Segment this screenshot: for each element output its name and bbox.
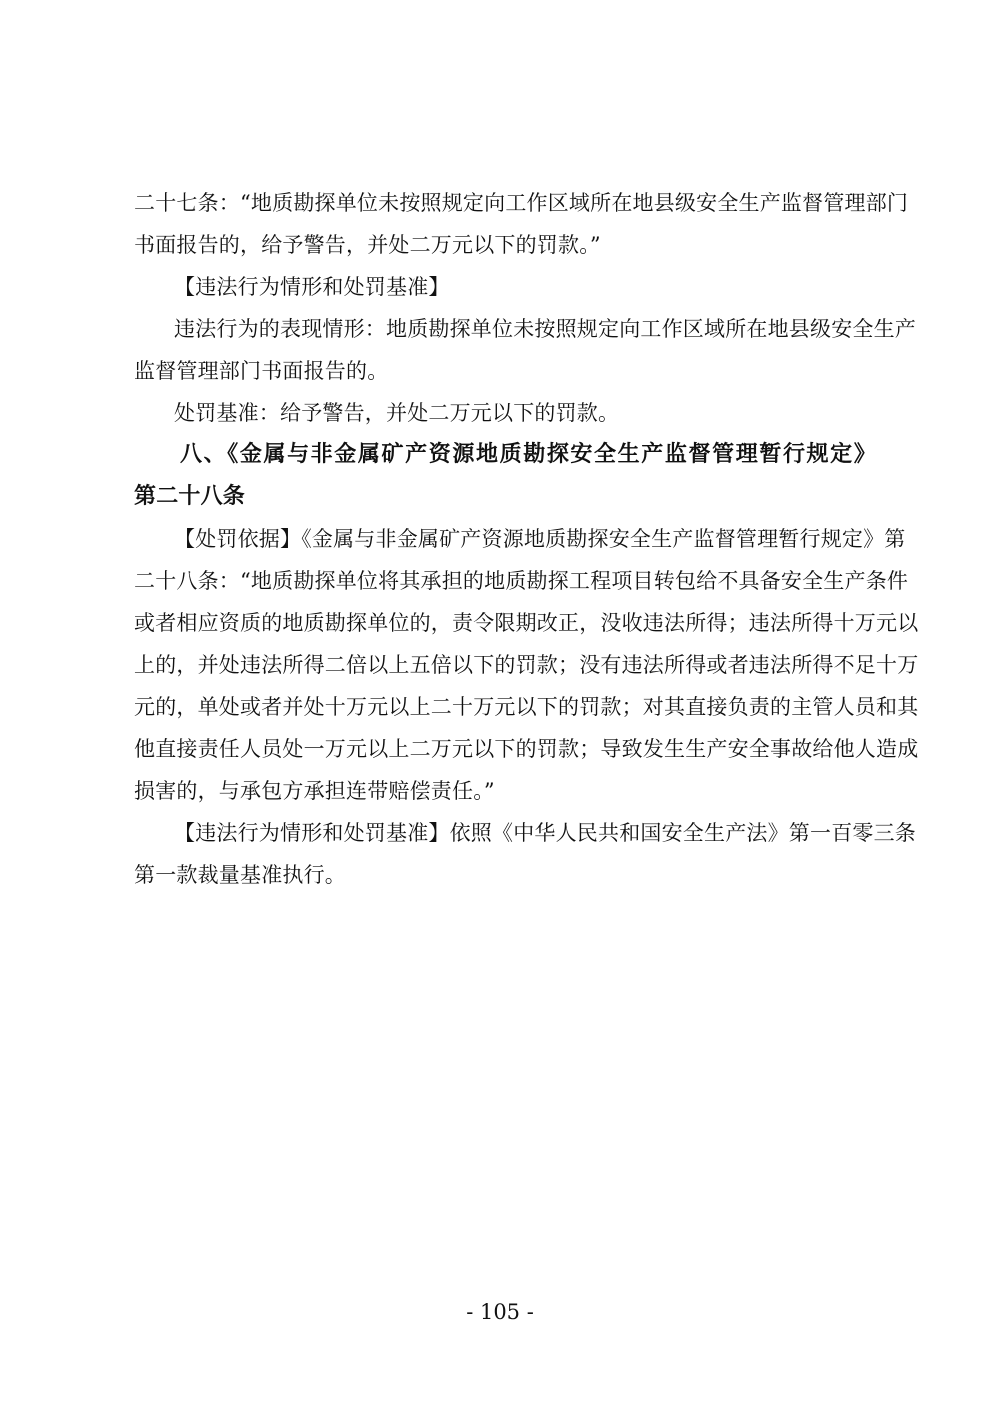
text-line: 二十七条：“地质勘探单位未按照规定向工作区域所在地县级安全生产监督管理部门 xyxy=(134,191,909,215)
text-line: 二十八条：“地质勘探单位将其承担的地质勘探工程项目转包给不具备安全生产条件 xyxy=(134,569,909,593)
section-heading: 八、《金属与非金属矿产资源地质勘探安全生产监督管理暂行规定》 xyxy=(180,442,876,467)
text-line: 违法行为的表现情形：地质勘探单位未按照规定向工作区域所在地县级安全生产 xyxy=(174,317,916,341)
text-line: 上的，并处违法所得二倍以上五倍以下的罚款；没有违法所得或者违法所得不足十万 xyxy=(134,653,919,677)
text-line: 或者相应资质的地质勘探单位的，责令限期改正，没收违法所得；违法所得十万元以 xyxy=(134,611,919,635)
text-line: 【处罚依据】《金属与非金属矿产资源地质勘探安全生产监督管理暂行规定》第 xyxy=(174,527,906,551)
text-line: 处罚基准：给予警告，并处二万元以下的罚款。 xyxy=(174,401,620,425)
text-line: 书面报告的，给予警告，并处二万元以下的罚款。” xyxy=(134,233,601,257)
text-line: 他直接责任人员处一万元以上二万元以下的罚款；导致发生生产安全事故给他人造成 xyxy=(134,737,919,761)
section-heading-continued: 第二十八条 xyxy=(134,484,246,509)
text-line: 【违法行为情形和处罚基准】依照《中华人民共和国安全生产法》第一百零三条 xyxy=(174,821,916,845)
text-line: 第一款裁量基准执行。 xyxy=(134,863,346,887)
text-line: 元的，单处或者并处十万元以上二十万元以下的罚款；对其直接负责的主管人员和其 xyxy=(134,695,919,719)
text-line: 监督管理部门书面报告的。 xyxy=(134,359,389,383)
section-label: 【违法行为情形和处罚基准】 xyxy=(174,275,450,299)
text-line: 损害的，与承包方承担连带赔偿责任。” xyxy=(134,779,495,803)
page-number: - 105 - xyxy=(466,1300,534,1324)
